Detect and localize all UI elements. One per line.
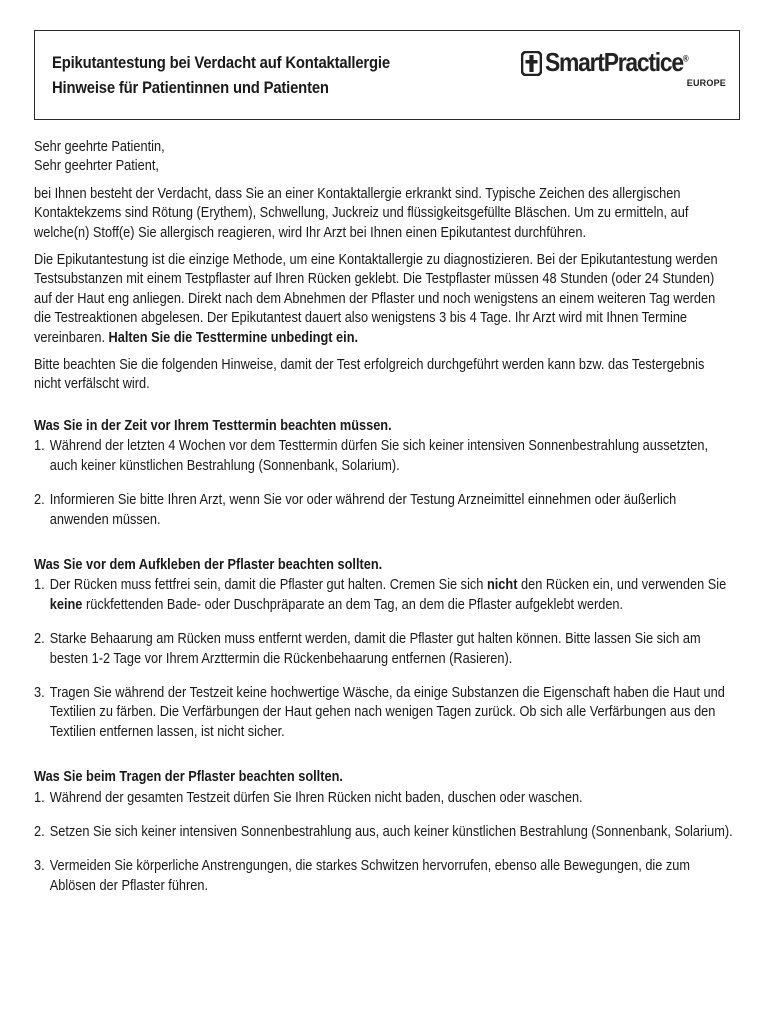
list-item: 1. Während der letzten 4 Wochen vor dem Testtermin dürfen Sie sich keiner intensiven Sonnenbestrahlung aussetzten, auch keiner künstlichen Bestrahlung (Sonnenbank, Solarium). (34, 438, 708, 474)
document-title (52, 51, 390, 101)
list-item: 1. Während der gesamten Testzeit dürfen Sie Ihren Rücken nicht baden, duschen oder waschen. (34, 789, 583, 806)
logo-subtitle: EUROPE (686, 78, 726, 88)
section-heading-before-test: Was Sie in der Zeit vor Ihrem Testtermin beachten müssen. (34, 417, 392, 434)
list-item: 1. Der Rücken muss fettfrei sein, damit die Pflaster gut halten. Cremen Sie sich nicht den Rücken ein, und verwenden Sie keine rückfettenden Bade- oder Duschpräparate an dem Tag, an dem die Pflaster aufgeklebt werden. (34, 577, 727, 613)
title-line-1: Epikutantestung bei Verdacht auf Kontaktallergie (52, 54, 390, 72)
section-list-before-patches (34, 576, 734, 742)
list-item: 3. Tragen Sie während der Testzeit keine hochwertige Wäsche, da einige Substanzen die Eigenschaft haben die Haut und Textilien zu färben. Die Verfärbungen der Haut gehen nach wenigen Tagen zurück. Ob sich alle Verfärbungen aus den Textilien entfernen lassen, ist nicht sicher. (34, 684, 725, 740)
list-item: 3. Vermeiden Sie körperliche Anstrengungen, die starkes Schwitzen hervorrufen, ebenso alle Bewegungen, die zum Ablösen der Pflaster führen. (34, 858, 691, 894)
smartpractice-logo (521, 47, 726, 97)
section-list-before-test (34, 437, 734, 530)
salutation-female: Sehr geehrte Patientin, (34, 139, 165, 155)
document-body (34, 138, 734, 896)
title-line-2: Hinweise für Patientinnen und Patienten (52, 79, 329, 97)
header-box (34, 30, 740, 120)
section-list-wearing-patches (34, 789, 734, 897)
important-note: Halten Sie die Testtermine unbedingt ein. (108, 329, 359, 346)
list-item: 2. Informieren Sie bitte Ihren Arzt, wenn Sie vor oder während der Testung Arzneimittel einnehmen oder äußerlich anwenden müssen. (34, 492, 677, 528)
intro-paragraph-2: Die Epikutantestung ist die einzige Methode, um eine Kontaktallergie zu diagnostizieren. Bei der Epikutantestung werden Testsubstanzen mit einem Testpflaster auf Ihren Rücken geklebt. Die Testpflaster müssen 48 Stunden (oder 24 Stunden) auf der Haut eng anliegen. Direkt nach dem Abnehmen der Pflaster und noch wenigstens an einem weiteren Tag werden die Testreaktionen abgelesen. Der Epikutantest dauert also wenigstens 3 bis 4 Tage. Ihr Arzt wird mit Ihnen Termine vereinbaren. Halten Sie die Testtermine unbedingt ein. (34, 252, 718, 346)
logo-wordmark: SmartPractice® (545, 47, 689, 77)
section-heading-before-patches: Was Sie vor dem Aufkleben der Pflaster beachten sollten. (34, 556, 383, 573)
intro-paragraph-1: bei Ihnen besteht der Verdacht, dass Sie an einer Kontaktallergie erkrankt sind. Typische Zeichen des allergischen Kontaktekzems sind Rötung (Erythem), Schwellung, Juckreiz und flüssigkeitsgefüllte Bläschen. Um zu ermitteln, auf welche(n) Stoff(e) Sie allergisch reagieren, wird Ihr Arzt bei Ihnen einen Epikutantest durchführen. (34, 185, 689, 241)
logo-mark-icon (521, 51, 542, 76)
list-item: 2. Starke Behaarung am Rücken muss entfernt werden, damit die Pflaster gut halten können. Bitte lassen Sie sich am besten 1-2 Tage vor Ihrem Arzttermin die Rückenbehaarung entfernen (Rasieren). (34, 631, 701, 667)
salutation-male: Sehr geehrter Patient, (34, 158, 159, 175)
section-heading-wearing-patches: Was Sie beim Tragen der Pflaster beachten sollten. (34, 769, 343, 786)
intro-paragraph-3: Bitte beachten Sie die folgenden Hinweise, damit der Test erfolgreich durchgeführt werden kann bzw. das Testergebnis nicht verfälscht wird. (34, 357, 705, 393)
list-item: 2. Setzen Sie sich keiner intensiven Sonnenbestrahlung aus, auch keiner künstlichen Bestrahlung (Sonnenbank, Solarium). (34, 823, 733, 840)
